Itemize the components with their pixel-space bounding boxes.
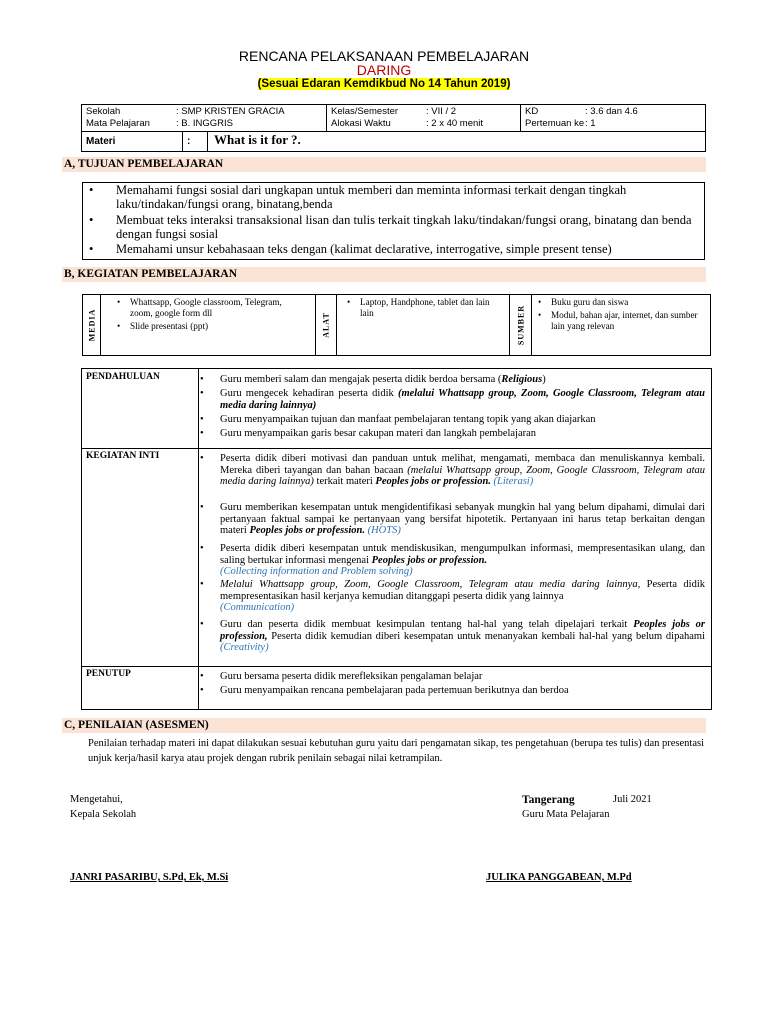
i3-text: Peserta didik diberi kesempatan untuk mendiskusikan, mengumpulkan informasi, mempresentasikan ulang, dan saling bertukar informasi mengenai <box>220 543 705 566</box>
i5-topic: Peoples jobs or profession, <box>220 619 705 642</box>
section-kegiatan-heading: B, KEGIATAN PEMBELAJARAN <box>62 267 706 282</box>
kelas-value: : VII / 2 <box>426 106 457 117</box>
i1-topic: Peoples jobs or profession. <box>375 476 491 487</box>
penilaian-paragraph: Penilaian terhadap materi ini dapat dilakukan sesuai kebutuhan guru yaitu dari pengamatan sikap, tes pengetahuan (berupa tes tulis) dan presentasi unjuk kerja/hasil karya atau projek dengan rubrik penilain sebagai nilai ketrampilan. <box>88 738 704 764</box>
guru-name: JULIKA PANGGABEAN, M.Pd <box>486 872 632 883</box>
sumber-cell <box>532 295 708 355</box>
p3-text: Guru menyampaikan tujuan dan manfaat pembelajaran tentang topik yang akan diajarkan <box>220 414 596 425</box>
materi-label: Materi <box>82 132 183 151</box>
guru-mapel-text: Guru Mata Pelajaran <box>522 809 610 820</box>
mengetahui-text: Mengetahui, <box>70 794 123 805</box>
section-penilaian-heading: C, PENILAIAN (ASESMEN) <box>62 718 706 733</box>
bullet-icon: • <box>200 374 204 385</box>
bullet-icon: • <box>200 428 204 439</box>
bullet-icon: • <box>200 619 204 630</box>
sumber-label-cell <box>510 295 532 355</box>
row-divider <box>82 666 711 667</box>
tujuan-item <box>89 214 699 242</box>
i3-collecting: (Collecting information and Problem solving) <box>220 566 413 577</box>
sumber-item-text: Modul, bahan ajar, internet, dan sumber lain yang relevan <box>551 310 698 331</box>
identity-class-cell <box>327 105 521 132</box>
materi-colon: : <box>183 132 208 151</box>
bullet-icon: • <box>200 671 204 682</box>
p2-channels: (melalui Whattsapp group, Zoom, Google Classroom, Telegram atau media daring lainnya) <box>220 388 705 411</box>
i5-creativity: (Creativity) <box>220 642 269 653</box>
i2-topic: Peoples jobs or profession. <box>249 525 365 536</box>
tujuan-text: Membuat teks interaksi transaksional lisan dan tulis terkait tingkah laku/tindakan/fungsi orang, binatang dan benda dengan fungsi sosial <box>116 213 692 241</box>
p1-text: Guru memberi salam dan mengajak peserta didik berdoa bersama ( <box>220 374 502 385</box>
bullet-icon: • <box>538 310 542 320</box>
p2-text: Guru mengecek kehadiran peserta didik <box>220 388 398 399</box>
p1-religious: Religious <box>501 374 543 385</box>
i5-text2: Peserta didik kemudian diberi kesempatan untuk menanyakan kembali hal-hal yang belum dipahami <box>267 630 705 642</box>
bullet-icon: • <box>200 414 204 425</box>
bullet-icon: • <box>89 183 94 197</box>
bullet-icon: • <box>538 297 542 307</box>
bullet-icon: • <box>117 321 121 331</box>
i1-channels: (melalui Whattsapp group, Zoom, Google Classroom, Telegram atau media daring lainnya) <box>220 464 705 487</box>
mapel-label: Mata Pelajaran <box>86 118 150 129</box>
media-cell <box>101 295 316 355</box>
c1-text: Guru bersama peserta didik merefleksikan pengalaman belajar <box>220 671 483 682</box>
bullet-icon: • <box>200 502 204 513</box>
penutup-label: PENUTUP <box>86 669 131 679</box>
kd-label: KD <box>525 106 539 117</box>
alat-label: ALAT <box>321 312 331 338</box>
sumber-item-text: Buku guru dan siswa <box>551 297 629 307</box>
i4-text: Peserta didik mempresentasikan hasil kerjanya kemudian ditanggapi peserta didik yang lainnya <box>220 579 705 602</box>
alat-item-text: Laptop, Handphone, tablet dan lain lain <box>360 297 490 318</box>
i1-terkait: terkait materi <box>313 476 376 487</box>
p4-text: Guru menyampaikan garis besar cakupan materi dan langkah pembelajaran <box>220 428 537 439</box>
i5-text: Guru dan peserta didik membuat kesimpulan tentang hal-hal yang telah dipelajari terkait <box>220 619 634 630</box>
bullet-icon: • <box>117 297 121 307</box>
document-subtitle: DARING <box>356 62 412 78</box>
city-text: Tangerang <box>522 794 575 806</box>
pertemuan-label: Pertemuan ke <box>525 118 585 129</box>
bullet-icon: • <box>200 543 204 554</box>
alokasi-value: : 2 x 40 menit <box>426 118 484 129</box>
bullet-icon: • <box>89 242 94 256</box>
c2-text: Guru menyampaikan rencana pembelajaran pada pertemuan berikutnya dan berdoa <box>220 685 569 696</box>
i1-literasi: (Literasi) <box>490 476 534 487</box>
alokasi-label: Alokasi Waktu <box>331 118 391 129</box>
identity-kd-cell <box>521 105 706 132</box>
kegiatan-table <box>81 368 712 710</box>
bullet-icon: • <box>347 297 351 307</box>
i3-topic: Peoples jobs or profession. <box>371 554 488 566</box>
i2-hots: (HOTS) <box>364 525 401 536</box>
tujuan-list <box>82 182 705 260</box>
i4-communication: (Communication) <box>220 602 295 613</box>
media-label-cell <box>83 295 101 355</box>
edaran-note <box>0 78 768 90</box>
document-title: RENCANA PELAKSANAAN PEMBELAJARAN <box>238 48 530 64</box>
column-divider <box>198 369 199 709</box>
tujuan-text: Memahami unsur kebahasaan teks dengan (kalimat declarative, interrogative, simple present tense) <box>116 242 612 256</box>
edaran-text: (Sesuai Edaran Kemdikbud No 14 Tahun 2019) <box>257 78 511 90</box>
identity-table <box>81 104 706 152</box>
pendahuluan-label: PENDAHULUAN <box>86 372 160 382</box>
tujuan-item <box>89 243 699 257</box>
alat-cell <box>337 295 510 355</box>
sekolah-label: Sekolah <box>86 106 121 117</box>
sekolah-value: : SMP KRISTEN GRACIA <box>176 106 285 117</box>
kd-value: : 3.6 dan 4.6 <box>585 106 638 117</box>
tujuan-text: Memahami fungsi sosial dari ungkapan untuk memberi dan meminta informasi terkait dengan tingkah laku/tindakan/fungsi orang, binatang,benda <box>116 183 627 211</box>
kepala-name: JANRI PASARIBU, S.Pd, Ek, M.Si <box>70 872 229 883</box>
media-table <box>82 294 711 356</box>
i4-channels: Melalui Whattsapp group, Zoom, Google Classroom, Telegram atau media daring lainnya, <box>220 579 641 590</box>
row-divider <box>82 448 711 449</box>
section-tujuan-heading: A, TUJUAN PEMBELAJARAN <box>62 157 706 172</box>
sumber-label: SUMBER <box>516 304 525 346</box>
p1-close: ) <box>542 374 546 385</box>
media-item-text: Slide presentasi (ppt) <box>130 321 209 331</box>
kelas-label: Kelas/Semester <box>331 106 399 117</box>
mapel-value: : B. INGGRIS <box>176 118 234 129</box>
identity-school-cell <box>82 105 327 132</box>
tujuan-item <box>89 184 699 212</box>
alat-label-cell <box>316 295 337 355</box>
bullet-icon: • <box>200 685 204 696</box>
bullet-icon: • <box>200 453 204 464</box>
bullet-icon: • <box>200 579 204 590</box>
bullet-icon: • <box>89 213 94 227</box>
inti-label: KEGIATAN INTI <box>86 451 160 461</box>
i2-text: Guru memberikan kesempatan untuk mengidentifikasi sebanyak mungkin hal yang belum dipahami, dimulai dari pertanyaan faktual sampai ke pertanyaan yang bersifat hipotetik. Pertanyaan ini harus tetap berkaitan dengan materi <box>220 502 705 536</box>
bullet-icon: • <box>200 388 204 399</box>
materi-value: What is it for ?. <box>214 132 301 147</box>
i1-text: Peserta didik diberi motivasi dan panduan untuk melihat, mengamati, membaca dan menuliskannya kembali. Mereka diberi tayangan dan bahan bacaan <box>220 453 705 476</box>
materi-row <box>82 132 706 152</box>
media-item-text: Whattsapp, Google classroom, Telegram, zoom, google form dll <box>130 297 282 318</box>
kepala-sekolah-text: Kepala Sekolah <box>70 809 137 820</box>
date-text: Juli 2021 <box>613 794 652 805</box>
pertemuan-value: : 1 <box>585 118 596 129</box>
media-label: MEDIA <box>87 308 96 342</box>
